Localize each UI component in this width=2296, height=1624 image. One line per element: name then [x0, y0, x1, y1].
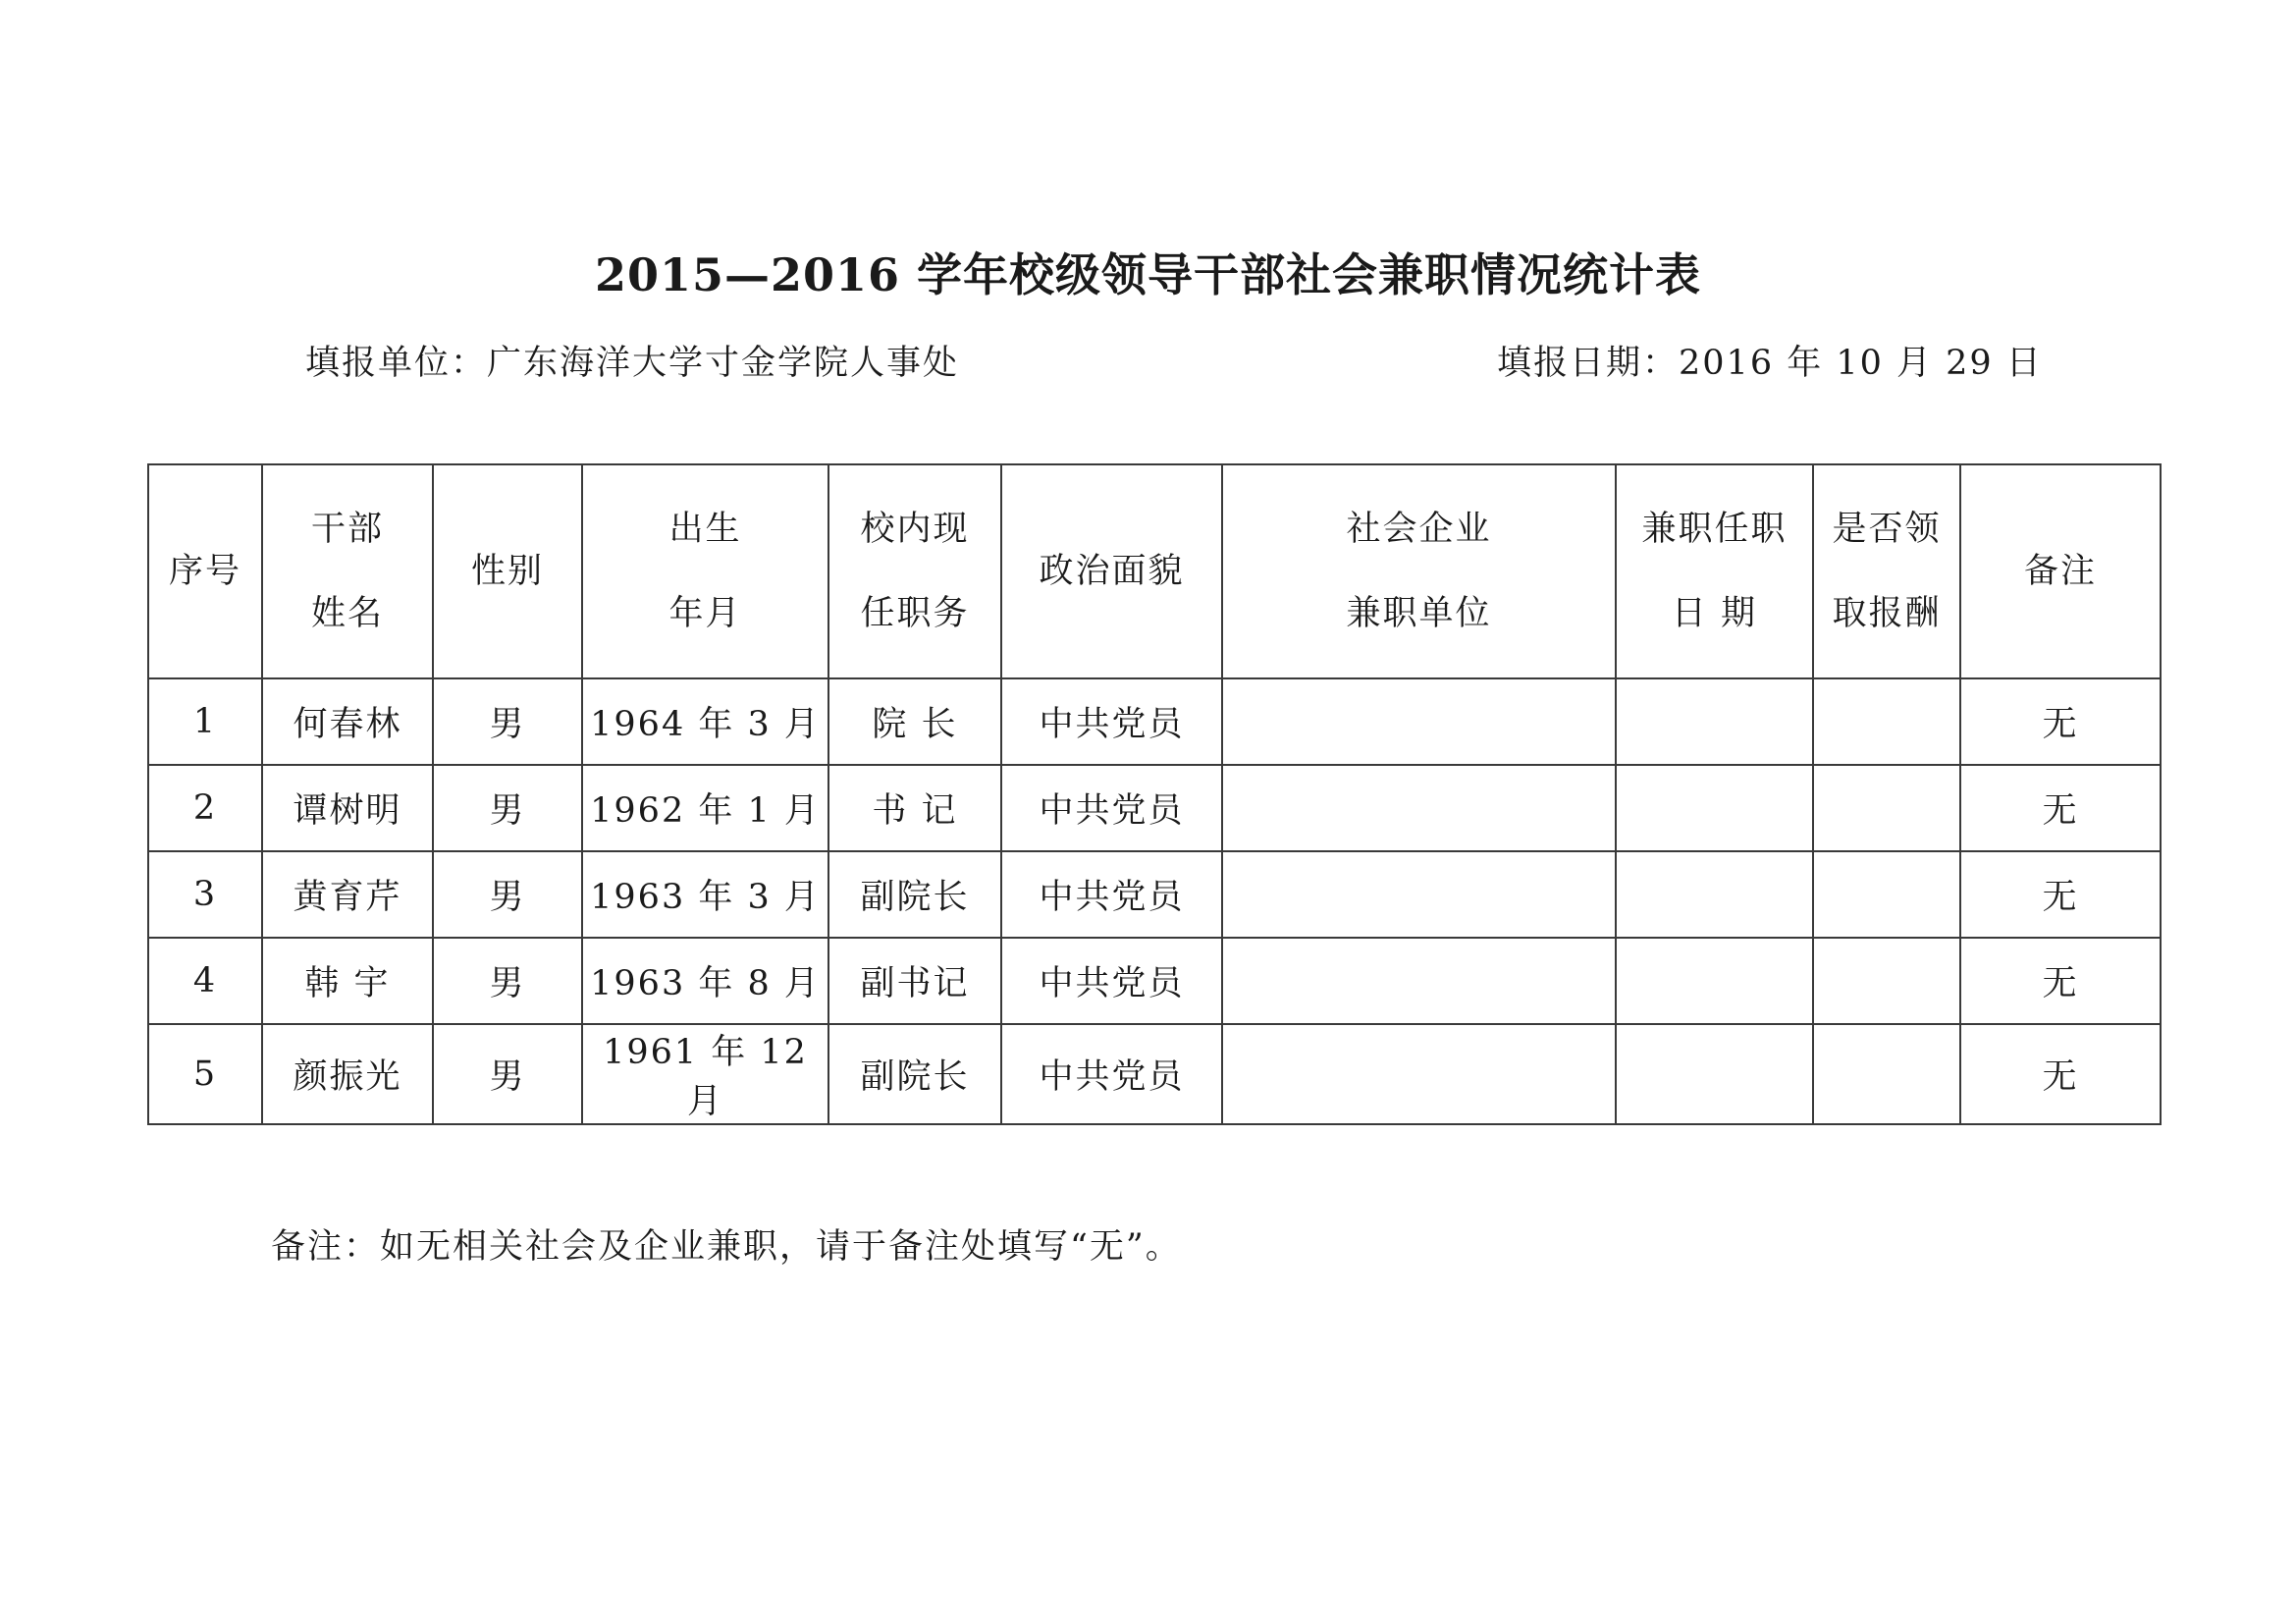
cell-no: 3	[148, 851, 262, 938]
cell-political: 中共党员	[1001, 765, 1222, 851]
cell-parttime-unit	[1222, 851, 1616, 938]
table-row	[148, 1024, 2161, 1124]
cell-name: 黄育芹	[262, 851, 433, 938]
cell-political: 中共党员	[1001, 851, 1222, 938]
cell-paid	[1813, 1024, 1960, 1124]
cell-position: 副院长	[828, 851, 1001, 938]
cell-parttime-unit	[1222, 938, 1616, 1024]
cell-position: 副院长	[828, 1024, 1001, 1124]
cell-remark: 无	[1960, 938, 2161, 1024]
header-cell: 政治面貌	[1001, 464, 1222, 678]
cell-position: 副书记	[828, 938, 1001, 1024]
table-row	[148, 765, 2161, 851]
cell-birth: 1963 年 8 月	[582, 938, 828, 1024]
cell-paid	[1813, 678, 1960, 765]
table-row	[148, 938, 2161, 1024]
cell-gender: 男	[433, 678, 582, 765]
cell-gender: 男	[433, 938, 582, 1024]
cell-parttime-date	[1616, 938, 1813, 1024]
cell-parttime-date	[1616, 851, 1813, 938]
cell-remark: 无	[1960, 851, 2161, 938]
cell-birth: 1961 年 12 月	[582, 1024, 828, 1124]
table-row	[148, 851, 2161, 938]
cell-paid	[1813, 765, 1960, 851]
cell-no: 4	[148, 938, 262, 1024]
report-unit-label: 填报单位：	[305, 344, 488, 383]
report-unit-value: 广东海洋大学寸金学院人事处	[487, 344, 960, 383]
cell-name: 韩 宇	[262, 938, 433, 1024]
header-cell: 干部 姓名	[262, 464, 433, 678]
cell-gender: 男	[433, 851, 582, 938]
cell-paid	[1813, 938, 1960, 1024]
footnote: 备注：如无相关社会及企业兼职，请于备注处填写“无”。	[271, 1227, 1182, 1267]
cell-parttime-date	[1616, 765, 1813, 851]
cell-name: 颜振光	[262, 1024, 433, 1124]
cell-birth: 1962 年 1 月	[582, 765, 828, 851]
header-cell: 性别	[433, 464, 582, 678]
report-unit	[305, 336, 959, 385]
cell-paid	[1813, 851, 1960, 938]
header-cell: 出生 年月	[582, 464, 828, 678]
cell-name: 谭树明	[262, 765, 433, 851]
cell-political: 中共党员	[1001, 1024, 1222, 1124]
table-row	[148, 678, 2161, 765]
report-date	[1497, 336, 2043, 385]
cell-parttime-unit	[1222, 678, 1616, 765]
cell-remark: 无	[1960, 678, 2161, 765]
cell-parttime-date	[1616, 1024, 1813, 1124]
header-cell: 是否领 取报酬	[1813, 464, 1960, 678]
cell-political: 中共党员	[1001, 938, 1222, 1024]
report-date-label: 填报日期：	[1497, 344, 1680, 383]
cell-no: 1	[148, 678, 262, 765]
report-date-value: 2016 年 10 月 29 日	[1679, 344, 2043, 383]
header-cell: 序号	[148, 464, 262, 678]
table-header-row	[148, 464, 2161, 678]
cell-position: 书 记	[828, 765, 1001, 851]
cell-gender: 男	[433, 1024, 582, 1124]
cell-birth: 1963 年 3 月	[582, 851, 828, 938]
cell-parttime-unit	[1222, 765, 1616, 851]
cell-parttime-date	[1616, 678, 1813, 765]
cell-name: 何春林	[262, 678, 433, 765]
header-cell: 校内现 任职务	[828, 464, 1001, 678]
header-cell: 社会企业 兼职单位	[1222, 464, 1616, 678]
header-cell: 兼职任职 日 期	[1616, 464, 1813, 678]
cadre-parttime-table	[147, 463, 2162, 1125]
cell-political: 中共党员	[1001, 678, 1222, 765]
cell-no: 2	[148, 765, 262, 851]
cell-no: 5	[148, 1024, 262, 1124]
document-title: 2015—2016 学年校级领导干部社会兼职情况统计表	[594, 248, 1702, 301]
header-cell: 备注	[1960, 464, 2161, 678]
cell-birth: 1964 年 3 月	[582, 678, 828, 765]
cell-parttime-unit	[1222, 1024, 1616, 1124]
cell-remark: 无	[1960, 765, 2161, 851]
cell-remark: 无	[1960, 1024, 2161, 1124]
cell-gender: 男	[433, 765, 582, 851]
cell-position: 院 长	[828, 678, 1001, 765]
